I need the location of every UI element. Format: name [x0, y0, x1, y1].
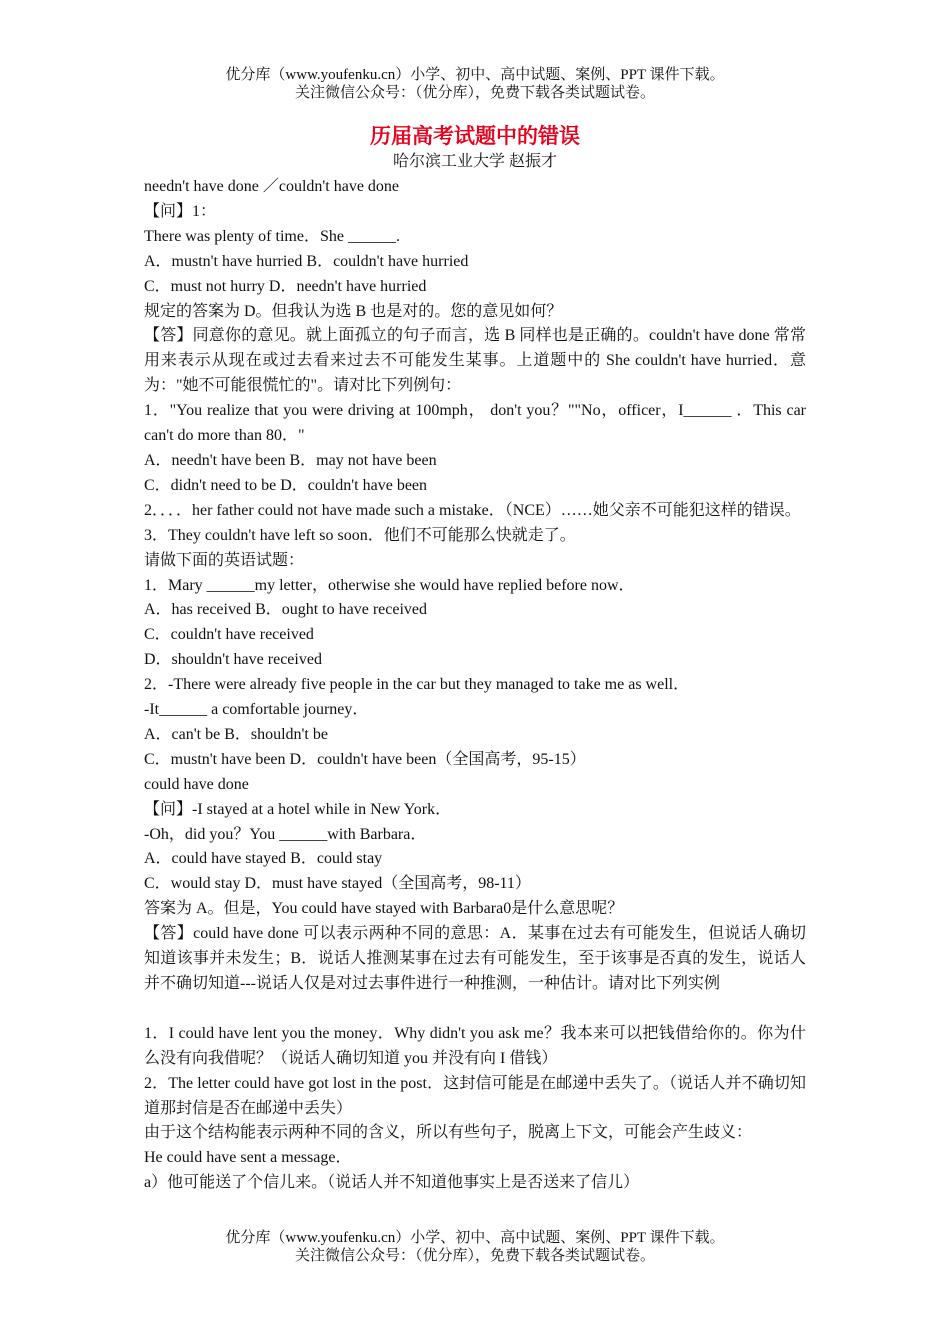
document-author: 哈尔滨工业大学 赵振才 [392, 153, 557, 170]
answer-option: C．must not hurry D．needn't have hurried [144, 277, 427, 295]
section-heading: could have done [144, 775, 249, 793]
paragraph: 1．I could have lent you the money．Why didn't you ask me？我本来可以把钱借给你的。你为什么没有向我借呢？（说话人确切知道 you 并没有向 I 借钱） [144, 1024, 806, 1067]
footer-line-2: 关注微信公众号：（优分库），免费下载各类试题试卷。 [294, 1248, 655, 1264]
section-heading: needn't have done ／couldn't have done [144, 178, 400, 195]
answer-option: C．would stay D．must have stayed（全国高考，98-11） [144, 875, 531, 893]
answer-option: A．can't be B．shouldn't be [144, 725, 328, 743]
paragraph: 【答】同意你的意见。就上面孤立的句子而言，选 B 同样也是正确的。couldn't have done 常常用来表示从现在或过去看来过去不可能发生某事。上道题中的 She couldn't have hurried．意为："她不可能很慌忙的"。请对比下列例句： [144, 327, 806, 395]
answer-option: A．could have stayed B．could stay [144, 850, 383, 868]
blank-line [144, 997, 806, 1022]
paragraph: 答案为 A。但是，You could have stayed with Barbara0是什么意思呢？ [144, 900, 624, 918]
paragraph: He could have sent a message． [144, 1149, 352, 1167]
paragraph: 3．They couldn't have left so soon．他们不可能那么快就走了。 [144, 526, 576, 544]
header-line-1: 优分库（www.youfenku.cn）小学、初中、高中试题、案例、PPT 课件下载。 [225, 67, 725, 83]
answer-option: A．has received B．ought to have received [144, 601, 428, 619]
answer-option: A．needn't have been B．may not have been [144, 451, 437, 469]
paragraph: 1．Mary ______my letter，otherwise she would have replied before now． [144, 576, 635, 594]
answer-option: D．shouldn't have received [144, 651, 322, 669]
header-line-2: 关注微信公众号：（优分库），免费下载各类试题试卷。 [294, 85, 655, 101]
page-footer [0, 1229, 950, 1265]
paragraph: 2．The letter could have got lost in the post．这封信可能是在邮递中丢失了。（说话人并不确切知道那封信是否在邮递中丢失） [144, 1074, 806, 1117]
document-body [144, 175, 806, 1196]
answer-option: A．mustn't have hurried B．couldn't have hurried [144, 252, 469, 270]
answer-option: C．couldn't have received [144, 626, 314, 644]
paragraph: 【问】-I stayed at a hotel while in New York． [144, 800, 452, 818]
footer-line-1: 优分库（www.youfenku.cn）小学、初中、高中试题、案例、PPT 课件下载。 [225, 1230, 725, 1246]
paragraph: 【答】could have done 可以表示两种不同的意思：A．某事在过去有可能发生，但说话人确切知道该事并未发生；B．说话人推测某事在过去有可能发生，至于该事是否真的发生，说话人并不确切知道---说话人仅是对过去事件进行一种推测，一种估计。请对比下列实例 [144, 925, 806, 992]
paragraph: 规定的答案为 D。但我认为选 B 也是对的。您的意见如何？ [144, 302, 563, 320]
paragraph: -It______ a comfortable journey． [144, 701, 369, 719]
paragraph: There was plenty of time．She ______. [144, 227, 400, 245]
paragraph: 【问】1： [144, 202, 217, 220]
answer-option: C．mustn't have been D．couldn't have been（全国高考，95-15） [144, 750, 586, 768]
page-header [0, 66, 950, 102]
paragraph: -Oh，did you？You ______with Barbara． [144, 825, 427, 843]
paragraph: 请做下面的英语试题： [144, 551, 305, 569]
paragraph: 由于这个结构能表示两种不同的含义，所以有些句子，脱离上下文，可能会产生歧义： [144, 1124, 753, 1142]
document-title: 历届高考试题中的错误 [370, 124, 580, 148]
answer-option: C．didn't need to be D．couldn't have been [144, 476, 428, 494]
paragraph: 1．"You realize that you were driving at 100mph， don't you？""No，officer，I______ ．This car can't do more than 80．" [144, 402, 806, 445]
paragraph: 2．-There were already five people in the car but they managed to take me as well． [144, 676, 690, 694]
paragraph: a）他可能送了个信儿来。（说话人并不知道他事实上是否送来了信儿） [144, 1174, 640, 1192]
paragraph: 2．．．．her father could not have made such a mistake．（NCE）……她父亲不可能犯这样的错误。 [144, 501, 801, 519]
